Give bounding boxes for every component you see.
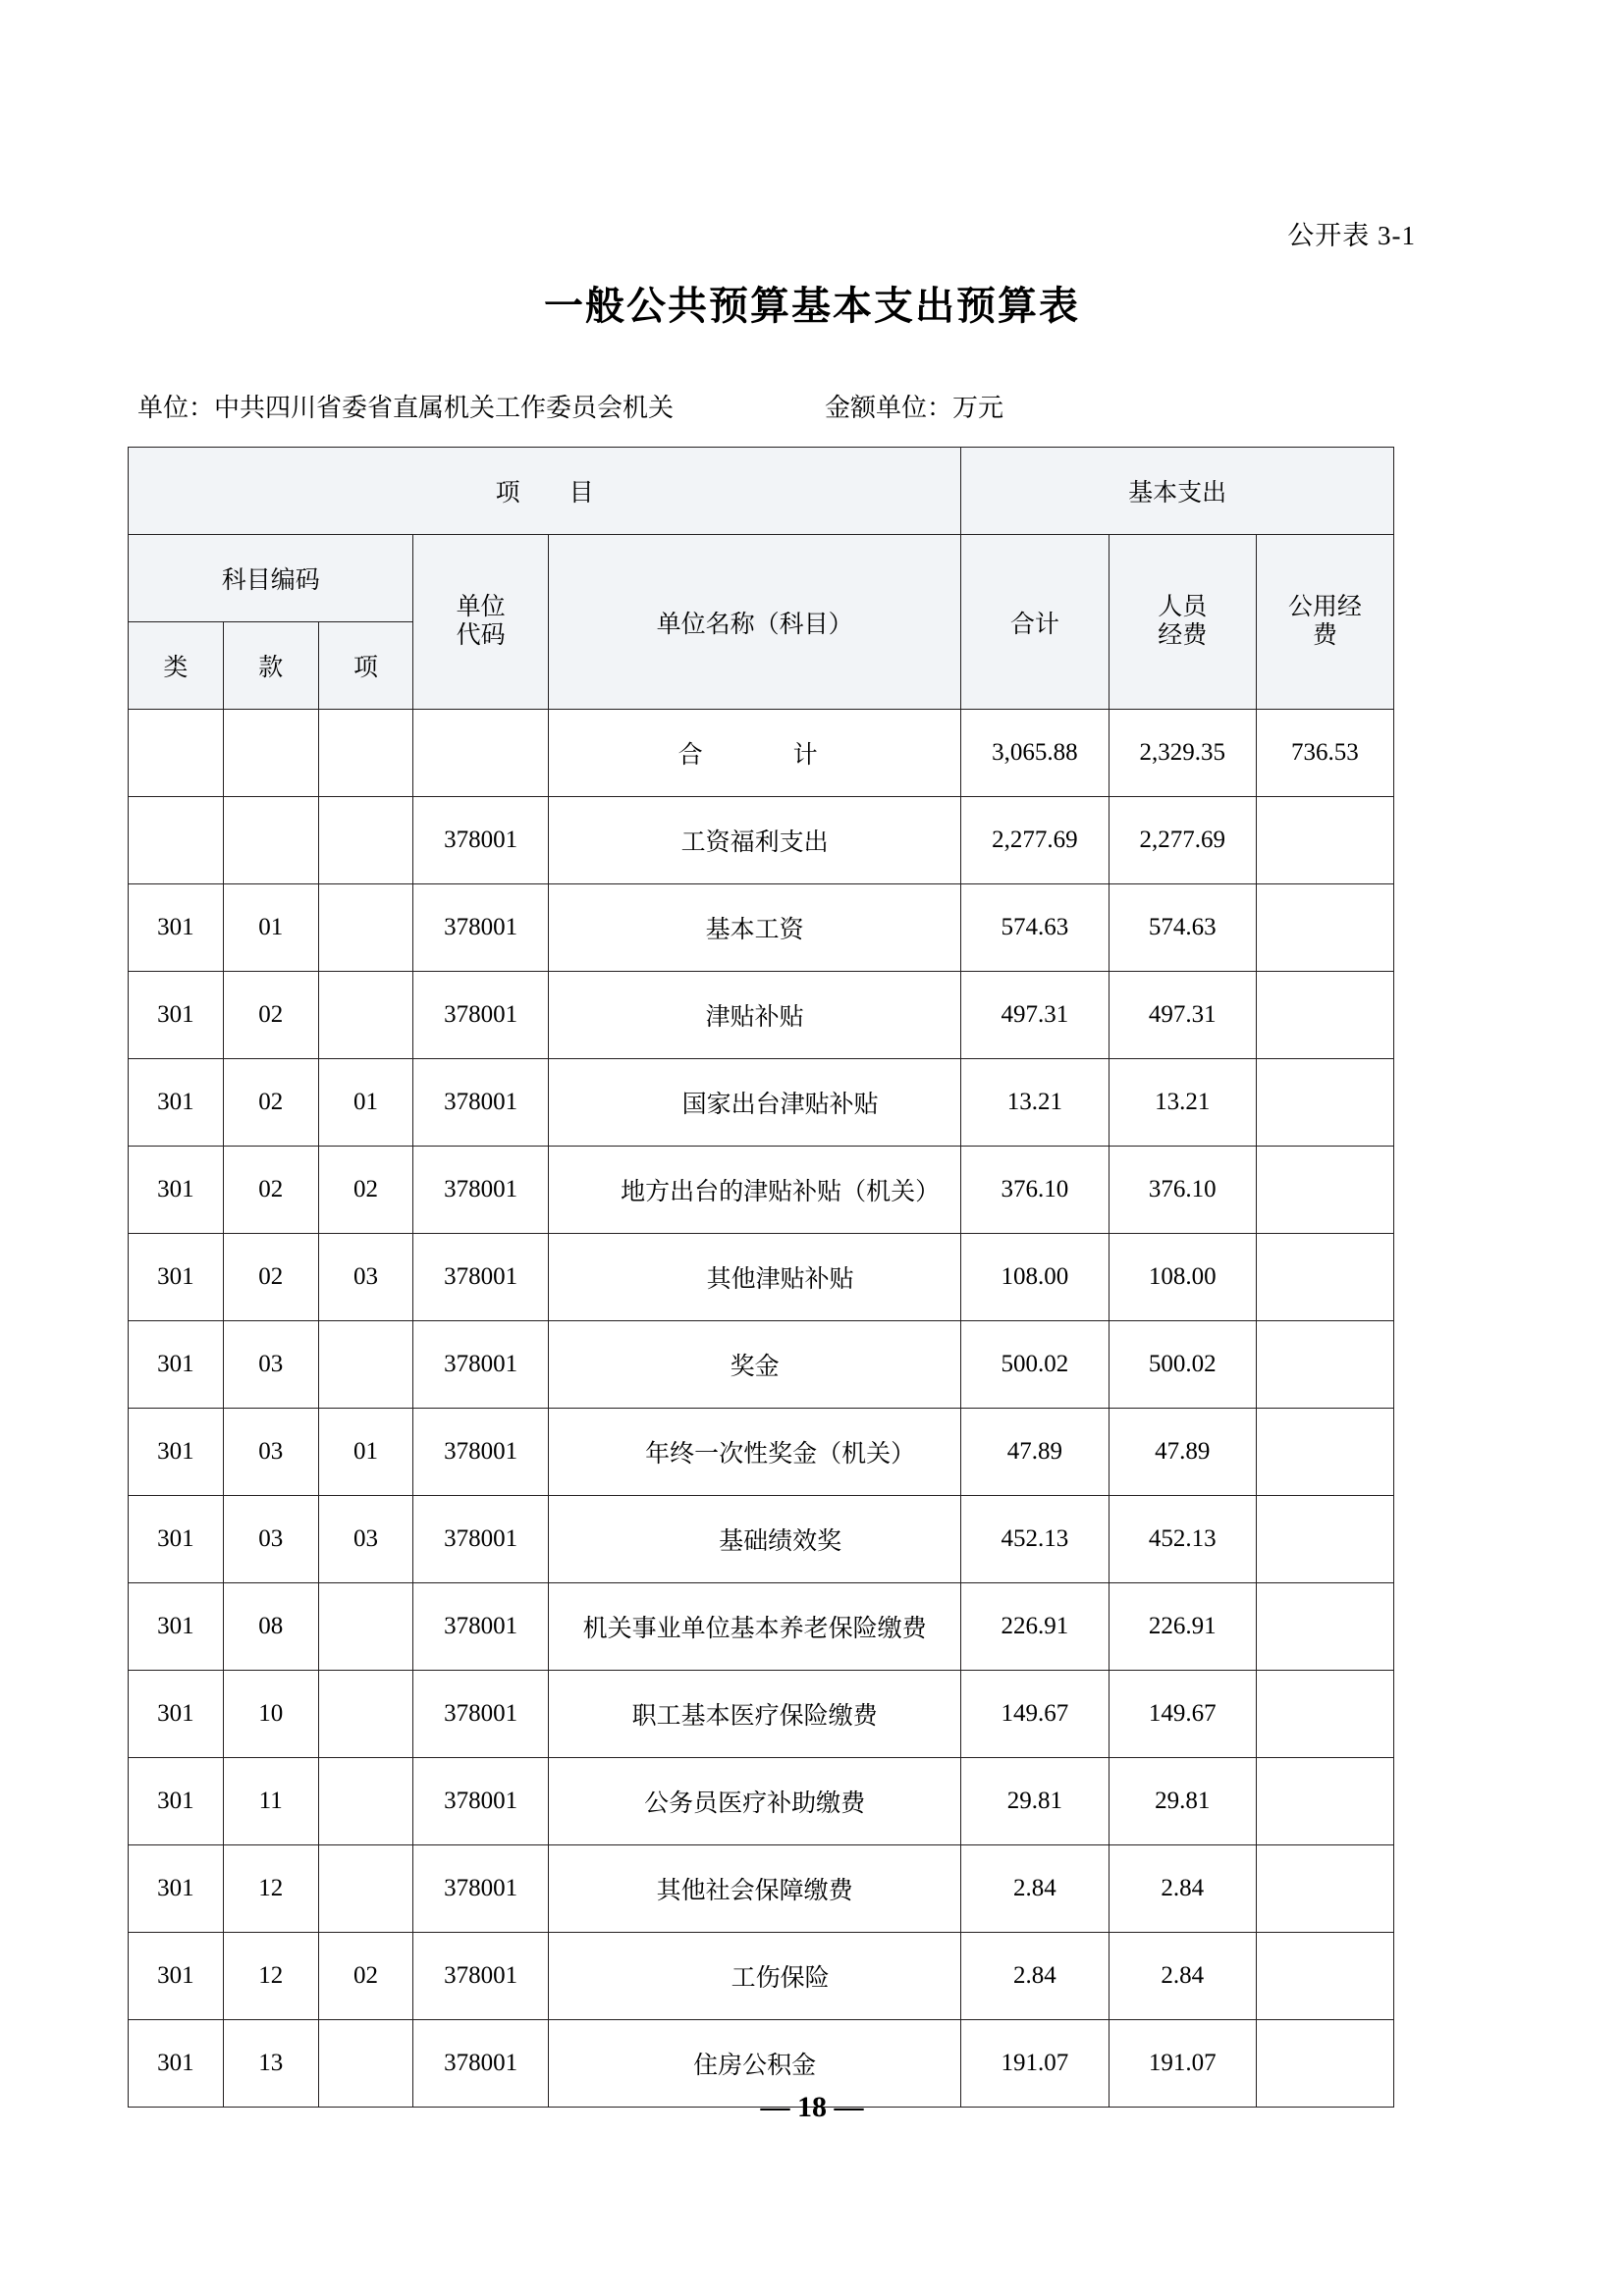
cell-lei [129, 710, 224, 797]
table-row [129, 1321, 1394, 1409]
cell-total: 574.63 [961, 884, 1109, 972]
cell-unit-name: 合 计 [548, 710, 960, 797]
table-row [129, 1496, 1394, 1583]
cell-total: 47.89 [961, 1409, 1109, 1496]
table-row [129, 1758, 1394, 1845]
cell-personnel: 376.10 [1109, 1147, 1256, 1234]
cell-lei: 301 [129, 1234, 224, 1321]
table-row [129, 1234, 1394, 1321]
table-row [129, 972, 1394, 1059]
cell-unit-name: 年终一次性奖金（机关） [548, 1409, 960, 1496]
cell-personnel: 497.31 [1109, 972, 1256, 1059]
header-item-group: 项 目 [129, 448, 961, 535]
cell-total: 29.81 [961, 1758, 1109, 1845]
cell-kuan: 02 [223, 1234, 318, 1321]
cell-public [1256, 1409, 1393, 1496]
cell-unit-name: 机关事业单位基本养老保险缴费 [548, 1583, 960, 1671]
header-row-sub1 [129, 535, 1394, 622]
cell-xiang: 03 [318, 1234, 413, 1321]
cell-public [1256, 1234, 1393, 1321]
cell-kuan: 12 [223, 1933, 318, 2020]
cell-lei: 301 [129, 1059, 224, 1147]
cell-unit-name: 基本工资 [548, 884, 960, 972]
cell-unit-code: 378001 [413, 1758, 549, 1845]
cell-xiang [318, 1845, 413, 1933]
cell-lei: 301 [129, 1147, 224, 1234]
cell-total: 497.31 [961, 972, 1109, 1059]
cell-unit-name: 其他津贴补贴 [548, 1234, 960, 1321]
header-subject-code: 科目编码 [129, 535, 413, 622]
cell-unit-name: 地方出台的津贴补贴（机关） [548, 1147, 960, 1234]
cell-personnel: 2,277.69 [1109, 797, 1256, 884]
table-row [129, 1933, 1394, 2020]
cell-kuan [223, 710, 318, 797]
amount-unit-label: 金额单位：万元 [825, 394, 1004, 422]
header-public-line2: 费 [1312, 621, 1337, 649]
cell-unit-name: 其他社会保障缴费 [548, 1845, 960, 1933]
table-row [129, 710, 1394, 797]
cell-unit-code: 378001 [413, 797, 549, 884]
cell-total: 2.84 [961, 1845, 1109, 1933]
cell-public [1256, 1933, 1393, 2020]
cell-lei: 301 [129, 1496, 224, 1583]
cell-public [1256, 972, 1393, 1059]
cell-lei: 301 [129, 1845, 224, 1933]
cell-lei: 301 [129, 1409, 224, 1496]
cell-xiang [318, 972, 413, 1059]
cell-personnel: 226.91 [1109, 1583, 1256, 1671]
cell-unit-code: 378001 [413, 1234, 549, 1321]
cell-unit-name: 工资福利支出 [548, 797, 960, 884]
cell-lei [129, 797, 224, 884]
header-unit-name: 单位名称（科目） [548, 535, 960, 710]
page-title: 一般公共预算基本支出预算表 [544, 284, 1080, 328]
table-row [129, 797, 1394, 884]
cell-unit-name: 公务员医疗补助缴费 [548, 1758, 960, 1845]
header-basic-expenditure-group: 基本支出 [961, 448, 1394, 535]
cell-unit-code: 378001 [413, 1409, 549, 1496]
header-xiang: 项 [318, 622, 413, 710]
cell-public [1256, 1059, 1393, 1147]
cell-unit-code: 378001 [413, 972, 549, 1059]
cell-total: 2.84 [961, 1933, 1109, 2020]
cell-lei: 301 [129, 1933, 224, 2020]
cell-kuan: 01 [223, 884, 318, 972]
table-row [129, 1583, 1394, 1671]
cell-personnel: 2,329.35 [1109, 710, 1256, 797]
cell-unit-code [413, 710, 549, 797]
cell-xiang: 01 [318, 1059, 413, 1147]
cell-unit-name: 津贴补贴 [548, 972, 960, 1059]
table-header [129, 448, 1394, 710]
cell-kuan: 10 [223, 1671, 318, 1758]
cell-personnel: 47.89 [1109, 1409, 1256, 1496]
cell-total: 149.67 [961, 1671, 1109, 1758]
header-unit-code-line2: 代码 [456, 621, 506, 649]
cell-public [1256, 1671, 1393, 1758]
cell-public: 736.53 [1256, 710, 1393, 797]
cell-unit-name: 职工基本医疗保险缴费 [548, 1671, 960, 1758]
budget-table [128, 447, 1394, 2108]
cell-total: 3,065.88 [961, 710, 1109, 797]
cell-unit-name: 基础绩效奖 [548, 1496, 960, 1583]
cell-kuan: 03 [223, 1496, 318, 1583]
cell-xiang [318, 1321, 413, 1409]
cell-public [1256, 1321, 1393, 1409]
cell-personnel: 149.67 [1109, 1671, 1256, 1758]
cell-kuan: 02 [223, 972, 318, 1059]
cell-personnel: 574.63 [1109, 884, 1256, 972]
header-lei: 类 [129, 622, 224, 710]
cell-kuan: 13 [223, 2020, 318, 2108]
cell-total: 2,277.69 [961, 797, 1109, 884]
cell-xiang [318, 1583, 413, 1671]
unit-label: 单位：中共四川省委省直属机关工作委员会机关 [137, 394, 675, 422]
table-row [129, 1147, 1394, 1234]
header-personnel [1109, 535, 1256, 710]
cell-personnel: 29.81 [1109, 1758, 1256, 1845]
page-number: — 18 — [760, 2091, 864, 2123]
cell-public [1256, 884, 1393, 972]
table-body [129, 710, 1394, 2108]
cell-total: 13.21 [961, 1059, 1109, 1147]
cell-kuan [223, 797, 318, 884]
form-number: 公开表 3-1 [1287, 221, 1416, 250]
cell-unit-code: 378001 [413, 884, 549, 972]
cell-unit-code: 378001 [413, 1147, 549, 1234]
cell-xiang [318, 710, 413, 797]
header-personnel-line1: 人员 [1158, 593, 1208, 620]
table-row [129, 1845, 1394, 1933]
header-public [1256, 535, 1393, 710]
cell-public [1256, 1496, 1393, 1583]
table-row [129, 884, 1394, 972]
cell-lei: 301 [129, 2020, 224, 2108]
cell-total: 226.91 [961, 1583, 1109, 1671]
cell-total: 108.00 [961, 1234, 1109, 1321]
cell-kuan: 12 [223, 1845, 318, 1933]
table-row [129, 1059, 1394, 1147]
cell-unit-code: 378001 [413, 1933, 549, 2020]
header-public-line1: 公用经 [1287, 593, 1362, 620]
cell-xiang: 03 [318, 1496, 413, 1583]
cell-kuan: 11 [223, 1758, 318, 1845]
cell-personnel: 452.13 [1109, 1496, 1256, 1583]
cell-personnel: 108.00 [1109, 1234, 1256, 1321]
cell-total: 500.02 [961, 1321, 1109, 1409]
cell-lei: 301 [129, 972, 224, 1059]
cell-personnel: 191.07 [1109, 2020, 1256, 2108]
cell-xiang: 02 [318, 1147, 413, 1234]
cell-xiang: 02 [318, 1933, 413, 2020]
cell-kuan: 02 [223, 1147, 318, 1234]
cell-kuan: 02 [223, 1059, 318, 1147]
cell-personnel: 2.84 [1109, 1845, 1256, 1933]
meta-row [137, 388, 1296, 424]
cell-public [1256, 1758, 1393, 1845]
cell-kuan: 03 [223, 1321, 318, 1409]
cell-personnel: 2.84 [1109, 1933, 1256, 2020]
cell-unit-name: 住房公积金 [548, 2020, 960, 2108]
cell-unit-code: 378001 [413, 1671, 549, 1758]
cell-unit-name: 国家出台津贴补贴 [548, 1059, 960, 1147]
cell-public [1256, 1583, 1393, 1671]
cell-public [1256, 797, 1393, 884]
cell-unit-code: 378001 [413, 2020, 549, 2108]
cell-unit-code: 378001 [413, 1845, 549, 1933]
cell-unit-code: 378001 [413, 1496, 549, 1583]
cell-total: 452.13 [961, 1496, 1109, 1583]
cell-kuan: 03 [223, 1409, 318, 1496]
cell-xiang [318, 884, 413, 972]
cell-public [1256, 1845, 1393, 1933]
cell-lei: 301 [129, 884, 224, 972]
header-personnel-line2: 经费 [1158, 621, 1208, 649]
cell-unit-name: 工伤保险 [548, 1933, 960, 2020]
cell-unit-name: 奖金 [548, 1321, 960, 1409]
cell-xiang [318, 797, 413, 884]
cell-total: 376.10 [961, 1147, 1109, 1234]
header-unit-code [413, 535, 549, 710]
table-row [129, 1409, 1394, 1496]
cell-public [1256, 1147, 1393, 1234]
cell-xiang [318, 1671, 413, 1758]
cell-lei: 301 [129, 1583, 224, 1671]
cell-unit-code: 378001 [413, 1059, 549, 1147]
cell-unit-code: 378001 [413, 1321, 549, 1409]
header-kuan: 款 [223, 622, 318, 710]
cell-xiang: 01 [318, 1409, 413, 1496]
cell-lei: 301 [129, 1758, 224, 1845]
cell-lei: 301 [129, 1321, 224, 1409]
cell-total: 191.07 [961, 2020, 1109, 2108]
cell-unit-code: 378001 [413, 1583, 549, 1671]
cell-lei: 301 [129, 1671, 224, 1758]
header-unit-code-line1: 单位 [456, 593, 506, 620]
header-row-group [129, 448, 1394, 535]
cell-personnel: 13.21 [1109, 1059, 1256, 1147]
cell-kuan: 08 [223, 1583, 318, 1671]
header-total: 合计 [961, 535, 1109, 710]
cell-personnel: 500.02 [1109, 1321, 1256, 1409]
cell-xiang [318, 1758, 413, 1845]
table-row [129, 1671, 1394, 1758]
